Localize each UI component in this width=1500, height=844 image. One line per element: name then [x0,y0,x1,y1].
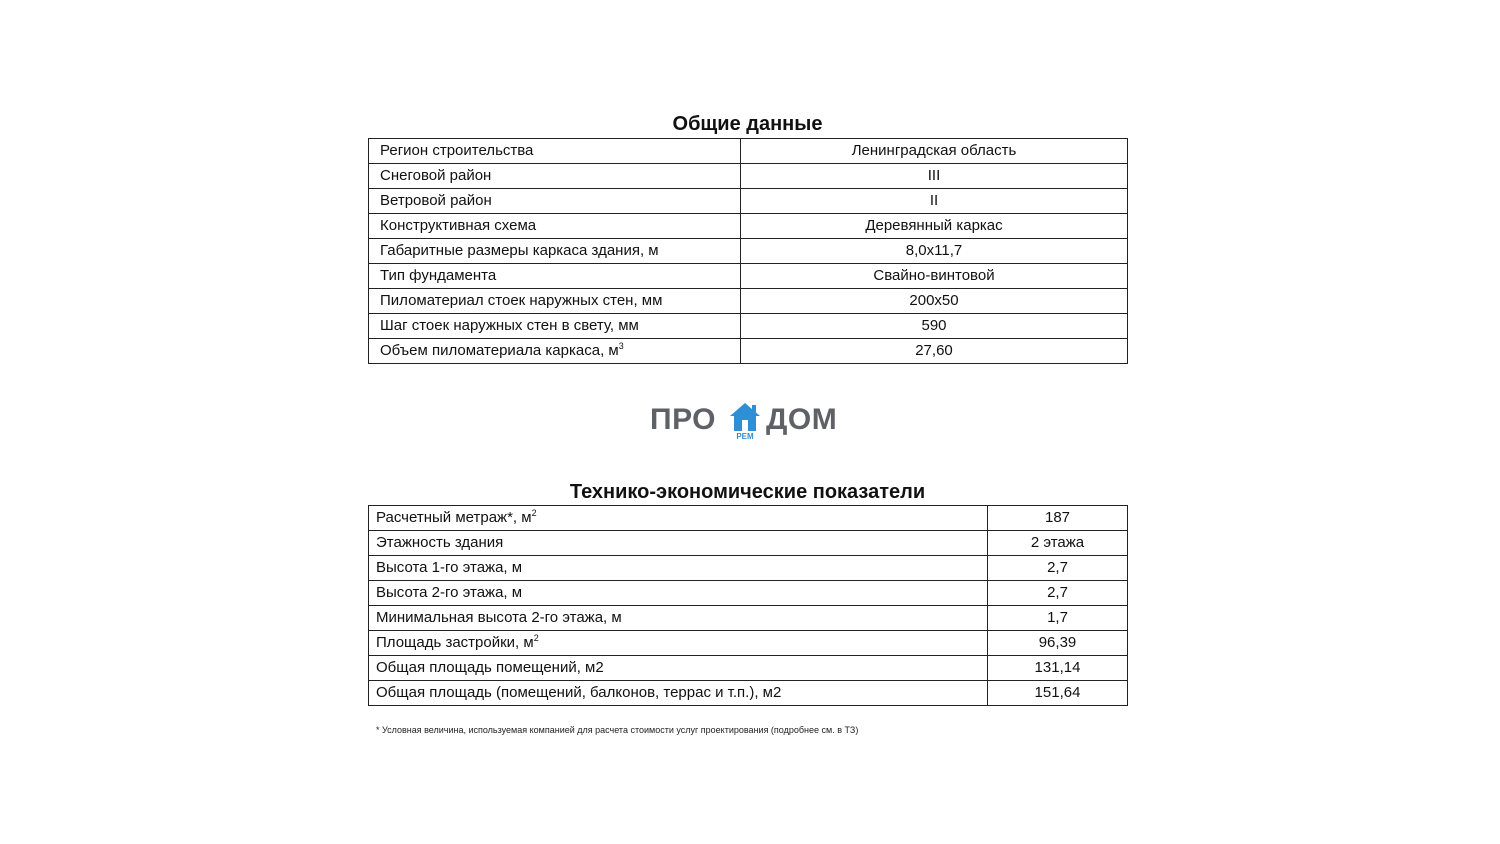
table-row [369,556,1128,581]
row-label: Высота 1-го этажа, м [369,556,988,581]
table-row [369,531,1128,556]
row-value: Деревянный каркас [741,214,1128,239]
house-icon [728,402,762,432]
logo-text-right: ДОМ [766,403,838,436]
row-value: Свайно-винтовой [741,264,1128,289]
row-value: II [741,189,1128,214]
row-label: Общая площадь помещений, м2 [369,656,988,681]
row-label: Общая площадь (помещений, балконов, террас и т.п.), м2 [369,681,988,706]
row-value: 200х50 [741,289,1128,314]
row-value: 96,39 [988,631,1128,656]
row-value: 131,14 [988,656,1128,681]
table-row [369,581,1128,606]
table-row [369,289,1128,314]
row-label: Ветровой район [369,189,741,214]
row-value: 590 [741,314,1128,339]
tech-indicators-table [368,505,1128,706]
row-label: Площадь застройки, м [376,634,534,651]
row-value: 8,0х11,7 [741,239,1128,264]
row-value: 2 этажа [988,531,1128,556]
row-label: Снеговой район [369,164,741,189]
row-value: Ленинградская область [741,139,1128,164]
table-row [369,339,1128,364]
row-label: Шаг стоек наружных стен в свету, мм [369,314,741,339]
table-row [369,656,1128,681]
table-row [369,264,1128,289]
logo-text-left: ПРО [650,403,717,436]
table-row [369,189,1128,214]
row-value: 2,7 [988,556,1128,581]
row-label-cell [369,506,988,531]
row-label: Габаритные размеры каркаса здания, м [369,239,741,264]
row-label-cell [369,631,988,656]
table-row [369,164,1128,189]
unit-superscript: 3 [618,341,624,351]
table-row [369,239,1128,264]
table-row [369,631,1128,656]
company-logo [648,400,852,446]
general-data-table [368,138,1128,364]
unit-superscript: 2 [531,508,537,518]
unit-superscript: 2 [533,633,539,643]
row-value: 187 [988,506,1128,531]
table-row [369,681,1128,706]
row-label: Тип фундамента [369,264,741,289]
logo-subtext: РЕМ [736,432,754,441]
row-value: 2,7 [988,581,1128,606]
row-value: 27,60 [741,339,1128,364]
row-label: Регион строительства [369,139,741,164]
row-label: Минимальная высота 2-го этажа, м [369,606,988,631]
row-label: Объем пиломатериала каркаса, м [380,342,619,359]
table-row [369,139,1128,164]
row-label: Расчетный метраж*, м [376,509,532,526]
general-data-title: Общие данные [672,113,823,135]
row-label: Пиломатериал стоек наружных стен, мм [369,289,741,314]
row-label: Этажность здания [369,531,988,556]
row-label-cell [369,339,741,364]
table-row [369,506,1128,531]
row-label: Конструктивная схема [369,214,741,239]
row-label: Высота 2-го этажа, м [369,581,988,606]
table-row [369,606,1128,631]
row-value: 1,7 [988,606,1128,631]
row-value: III [741,164,1128,189]
table-row [369,214,1128,239]
row-value: 151,64 [988,681,1128,706]
footnote: * Условная величина, используемая компанией для расчета стоимости услуг проектирования (подробнее см. в ТЗ) [376,725,859,735]
tech-indicators-title: Технико-экономические показатели [569,481,926,503]
table-row [369,314,1128,339]
